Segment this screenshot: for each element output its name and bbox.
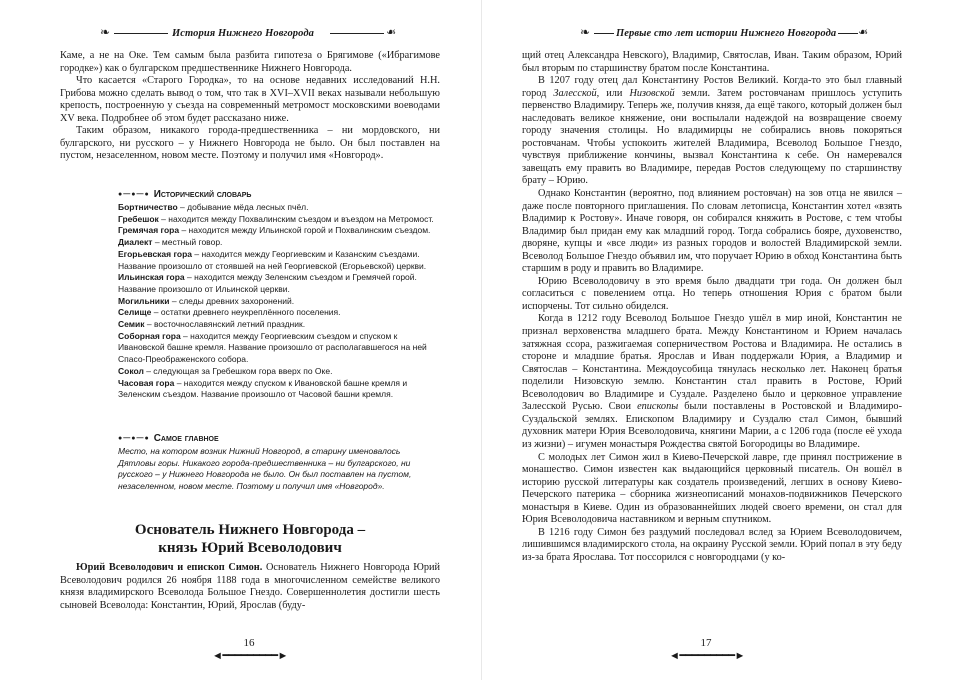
text-run: Когда в 1212 году Всеволод Большое Гнездо ушёл в мир иной, Константин не признал верховенства младшего брата. Между Константином и Юрием началась затяжная ссора, разжигаемая соперничеством Ростова и Владимира. Не остались в стороне и младшие братья. Ярослав и Иван поддержали Юрия, а Владимир и Святослав – Константина. Междоусобица тянулась несколько лет. Наконец братья поделили Низовскую землю. Константин стал править в Ростове, Юрий Всеволодович во Владимире и Суздале. Разделено было и церковное управление Залесской Русью. Свои (522, 313, 902, 413)
glossary-item (118, 366, 440, 378)
paragraph: Что касается «Старого Городка», то на основе недавних исследований Н.Н. Грибова можно сделать вывод о том, что так в XVI–XVII веках называли небольшую крепость, построенную у съезда на современный метромост московскими воеводами XV века. Подробнее об этом будет рассказано ниже. (60, 75, 440, 124)
glossary-term: Сокол (118, 365, 144, 376)
glossary-definition: – остатки древнего неукреплённого поселения. (151, 307, 341, 318)
glossary-definition: – находится между Георгиевским съездом и спуском к Ивановской башне кремля. Название произошло от располагавшегося на ней Спасо-Преображенского собора. (118, 330, 427, 365)
glossary-term: Соборная гора (118, 330, 181, 341)
glossary-item (118, 307, 440, 319)
glossary-definition: – следы древних захоронений. (169, 295, 295, 306)
paragraph (522, 75, 902, 188)
glossary-term: Диалект (118, 237, 153, 248)
summary-text: Место, на котором возник Нижний Новгород, в старину именовалось Дятловы горы. Никакого города-предшественника – ни булгарского, ни русского – у Нижнего Новгорода не было. Он был поставлен на пустом, незаселенном, новом месте. Поэтому и получил имя «Новгород». (118, 446, 412, 492)
text-run: или (599, 87, 630, 99)
glossary-list (118, 202, 440, 401)
glossary-term: Гребешок (118, 213, 159, 224)
glossary-item (118, 214, 440, 226)
paragraph (522, 50, 902, 75)
text-run: земли. Затем ростовчанам пришлось уступить первенство Владимиру. Теперь же, получив князя, да ещё такого, который должен был наследовать великое княжение, они воспылали надеждой на возвращение своему городу значения столицы. Но владимирцы не собирались вновь покоряться ростовчанам. Чтобы успокоить жителей Владимира, Всеволод Большое Гнездо, чувствуя приближение кончины, вызвал Константина к себе. Он намеревался завещать ему править во Владимире, передав Ростов следующему по старшинству брату – Юрию. (522, 87, 902, 187)
text-run: Однако Константин (вероятно, под влиянием ростовчан) на зов отца не явился – даже после повторного приглашения. По словам летописца, Константин хотел «взять Владимир к Ростову». Иначе говоря, он собирался княжить в Ростове, с тем чтобы Владимир был придан ему как младший город. Тогда собрались бояре, духовенство, дворяне, купцы и «все люди» из разных городов и волостей Владимирской земли. Всеволод Большое Гнездо объявил им, что поручает Юрию в обход Константина быть старшим в роду и править во Владимире. (522, 188, 902, 275)
ornament-curl-left: ❧ (100, 25, 111, 39)
glossary-heading (118, 188, 440, 201)
bullet-ornament-icon: ●—●—● (118, 191, 150, 198)
bullet-ornament-icon: ●—●—● (118, 435, 150, 442)
body-text (522, 50, 902, 564)
glossary-item (118, 378, 440, 401)
text-run: щий отец Александра Невского), Владимир, Святослав, Иван. Таким образом, Юрий был вторым по старшинству братом после Константина. (522, 50, 902, 74)
header-rule-right (330, 33, 384, 34)
right-page (482, 0, 964, 680)
running-head: Первые сто лет истории Нижнего Новгорода (616, 28, 837, 39)
glossary-title: Исторический словарь (153, 189, 252, 200)
text-run: епископы (637, 401, 679, 413)
paragraph (522, 527, 902, 565)
text-run: С молодых лет Симон жил в Киево-Печерской лавре, где принял пострижение в монашество. Симон известен как выдающийся церковный писатель. Он вошёл в историю русской литературы как создатель произведений, легших в основу Киево-Печерского патерика – сборника жизнеописаний монахов-подвижников Печерского монастыря в Киеве. Один из образованнейших людей своего времени, он стал для Юрия Всеволодовича наставником и верным спутником. (522, 451, 902, 526)
glossary-definition: – находится между спуском к Ивановской башне кремля и Зеленским съездом. Название произошло от Часовой башни кремля. (118, 377, 408, 400)
glossary-definition: – находится между Похвалинским съездом и въездом на Метромост. (158, 213, 434, 224)
paragraph (522, 452, 902, 527)
glossary-definition: – добывание мёда лесных пчёл. (177, 202, 309, 212)
header-rule-right (838, 33, 858, 34)
glossary-item (118, 237, 440, 249)
body-text-intro (60, 50, 440, 163)
running-head: История Нижнего Новгорода (172, 28, 315, 39)
header-rule-left (594, 33, 614, 34)
text-run: Юрию Всеволодовичу в это время было двадцати три года. Он должен был согласиться с повелением отца. Но теперь отношения Юрия с братом были испорчены. Тот сильно обиделся. (522, 275, 902, 312)
glossary-definition: – находится между Зеленским съездом и Гремячей горой. Название произошло от Ильинской церкви. (118, 272, 417, 294)
paragraph (522, 276, 902, 314)
summary-heading (118, 432, 440, 445)
paragraph (522, 188, 902, 276)
ornament-curl-right: ❧ (858, 25, 869, 39)
chapter-title-line-2: князь Юрий Всеволодович (158, 540, 342, 556)
text-run: были поставлены в Ростовской и Владимиро-Суздальской землях. Епископом Владимиру и Суздалю стал Симон, бывший духовник матери Юрия Всеволодовича, княгини Марии, а с 1206 года (после её ухода из жизни) – игумен монастыря Рождества святой Богородицы во Владимире. (522, 401, 903, 450)
glossary-item (118, 202, 440, 214)
text-run: Низовской (629, 87, 675, 99)
glossary-term: Селище (118, 307, 152, 318)
glossary-item (118, 225, 440, 237)
chapter-lead-bold: Юрий Всеволодович и епископ Симон. (76, 562, 263, 573)
glossary-item (118, 249, 440, 272)
glossary-term: Могильники (118, 295, 170, 306)
glossary-term: Гремячая гора (118, 225, 180, 236)
ornament-curl-left: ❧ (580, 25, 591, 39)
glossary-term: Бортничество (118, 202, 178, 212)
chapter-lead-paragraph (60, 562, 440, 612)
glossary-item (118, 296, 440, 308)
glossary-definition: – находится между Георгиевским и Казанским съездами. Название произошло от стоявшей на ней Георгиевской (Егорьевской) церкви. (118, 248, 427, 271)
text-run: В 1216 году Симон без раздумий последовал вслед за Юрием Всеволодовичем, лишившимся владимирского стола, на окраину Русской земли. Юрий попал в эту беду из-за брата Ярослава. Тот поссорился с новгородцами (у ко- (522, 526, 902, 563)
glossary-item (118, 319, 440, 331)
chapter-title (60, 521, 440, 557)
glossary-definition: – следующая за Гребешком гора вверх по Оке. (143, 365, 333, 376)
paragraph (522, 313, 902, 451)
ornament-curl-right: ❧ (386, 25, 397, 39)
glossary-term: Семик (118, 319, 145, 330)
header-rule-left (114, 33, 168, 34)
glossary-definition: – местный говор. (152, 237, 223, 248)
chapter-title-line-1: Основатель Нижнего Новгорода – (134, 522, 366, 538)
glossary-item (118, 331, 440, 366)
text-run: В 1207 году отец дал Константину Ростов Великий. Когда-то это был главный город (522, 75, 902, 99)
glossary-term: Егорьевская гора (118, 248, 193, 259)
chapter-lead-text: Основатель Нижнего Новгорода Юрий Всеволодович родился 26 ноября 1188 года в многочисленном семействе великого князя владимирского Всеволода Большое Гнездо. Совершеннолетия достигли шесть сыновей Всеволода: Константин, Юрий, Ярослав (буду- (60, 562, 440, 611)
page-number: 16 (243, 637, 255, 649)
text-run: Залесской, (553, 87, 600, 99)
glossary-term: Ильинская гора (118, 272, 185, 283)
page-number: 17 (700, 637, 712, 649)
paragraph: Каме, а не на Оке. Тем самым была разбита гипотеза о Брягимове («Ибрагимове городке») как о булгарском предшественнике Нижнего Новгорода. (60, 50, 440, 74)
glossary-term: Часовая гора (118, 377, 175, 388)
glossary-definition: – восточнославянский летний праздник. (144, 319, 306, 330)
footer-ornament-icon: ◄━━━━━━━━━► (669, 650, 745, 662)
glossary-definition: – находится между Ильинской горой и Похвалинским съездом. (179, 225, 431, 236)
paragraph: Таким образом, никакого города-предшественника – ни мордовского, ни булгарского, ни русского – у Нижнего Новгорода не было. Он был поставлен на пустом, незаселенном, новом месте. Поэтому и получил имя «Новгород». (60, 125, 440, 162)
summary-title: Самое главное (153, 433, 219, 444)
footer-ornament-icon: ◄━━━━━━━━━► (212, 650, 288, 662)
glossary-box (118, 188, 440, 401)
glossary-item (118, 272, 440, 295)
summary-box (118, 432, 440, 493)
